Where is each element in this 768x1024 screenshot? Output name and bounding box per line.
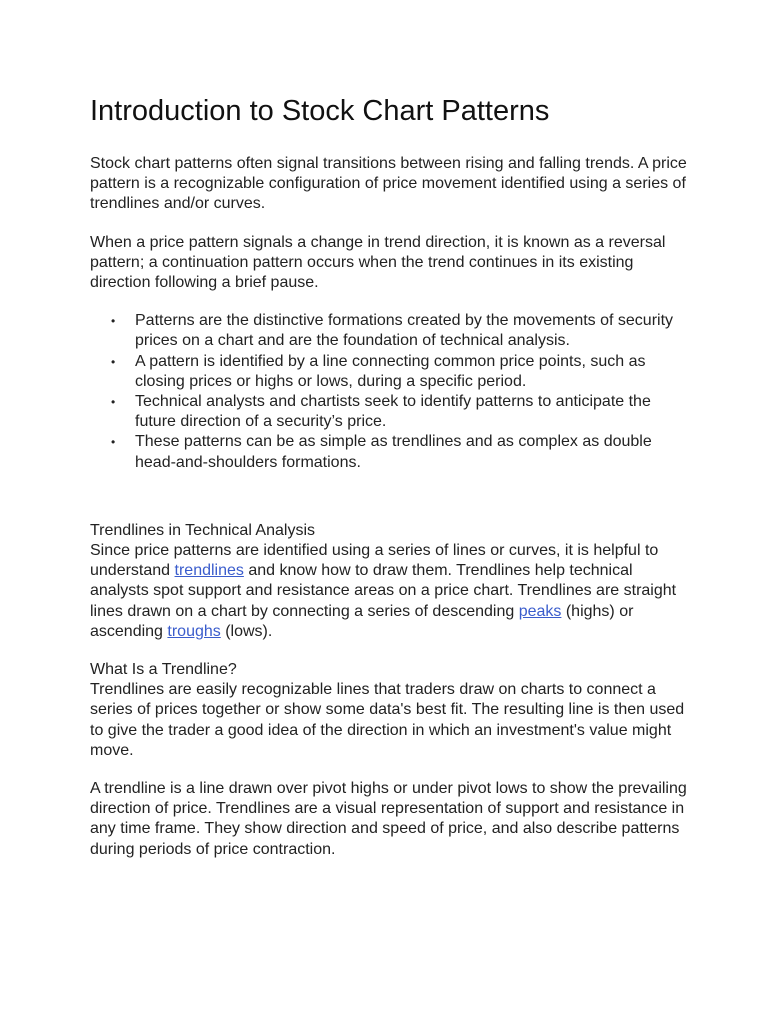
intro-paragraph-1: Stock chart patterns often signal transitions between rising and falling trends. A price pattern is a recognizable configuration of price movement identified using a series of trendlines and/or curves. [90, 155, 687, 213]
list-item [111, 311, 690, 351]
peaks-link[interactable]: peaks [518, 602, 562, 620]
trendlines-text-b: and know how to draw them. Trendlines help technical analysts spot support and resistance areas on a price chart. Trendlines are straight lines drawn on a chart by connecting a series of descending [90, 562, 677, 620]
intro-paragraph-2: When a price pattern signals a change in trend direction, it is known as a reversal pattern; a continuation pattern occurs when the trend continues in its existing direction following a brief pause. [90, 233, 666, 292]
document-page [90, 92, 690, 878]
bullet-icon: • [111, 435, 116, 450]
section-heading-what-is-trendline: What Is a Trendline? [90, 661, 237, 679]
what-is-trendline-paragraph-2: A trendline is a line drawn over pivot highs or under pivot lows to show the prevailing direction of price. Trendlines are a visual representation of support and resistance in any time frame. They show direction and speed of price, and also describe patterns during periods of price contraction. [90, 780, 687, 858]
list-item [111, 392, 690, 432]
section-heading-trendlines: Trendlines in Technical Analysis [90, 521, 316, 539]
trendlines-text-c: (highs) or ascending [90, 602, 634, 640]
page-title: Introduction to Stock Chart Patterns [90, 95, 550, 127]
list-item-text: These patterns can be as simple as trendlines and as complex as double head-and-shoulders formations. [135, 433, 652, 471]
troughs-link[interactable]: troughs [167, 622, 221, 640]
trendlines-text-a: Since price patterns are identified using a series of lines or curves, it is helpful to understand [90, 542, 659, 580]
trendlines-text-d: (lows). [220, 622, 273, 640]
bullet-icon: • [111, 354, 116, 369]
trendlines-paragraph [90, 541, 690, 642]
list-item-text: Patterns are the distinctive formations created by the movements of security prices on a chart and are the foundation of technical analysis. [135, 312, 674, 350]
list-item [111, 432, 690, 472]
trendlines-link[interactable]: trendlines [174, 562, 244, 580]
list-item-text: A pattern is identified by a line connecting common price points, such as closing prices or highs or lows, during a specific period. [135, 352, 646, 390]
what-is-trendline-section [90, 660, 690, 860]
what-is-trendline-paragraph-1: Trendlines are easily recognizable lines that traders draw on charts to connect a series of prices together or show some data's best fit. The resulting line is then used to give the trader a good idea of the direction in which an investment's value might move. [90, 681, 685, 759]
bullet-icon: • [111, 314, 116, 329]
list-item-text: Technical analysts and chartists seek to identify patterns to anticipate the future direction of a security’s price. [135, 393, 651, 431]
list-item [111, 352, 690, 392]
trendlines-section [90, 521, 690, 642]
bullet-icon: • [111, 395, 116, 410]
key-points-list [90, 311, 690, 473]
